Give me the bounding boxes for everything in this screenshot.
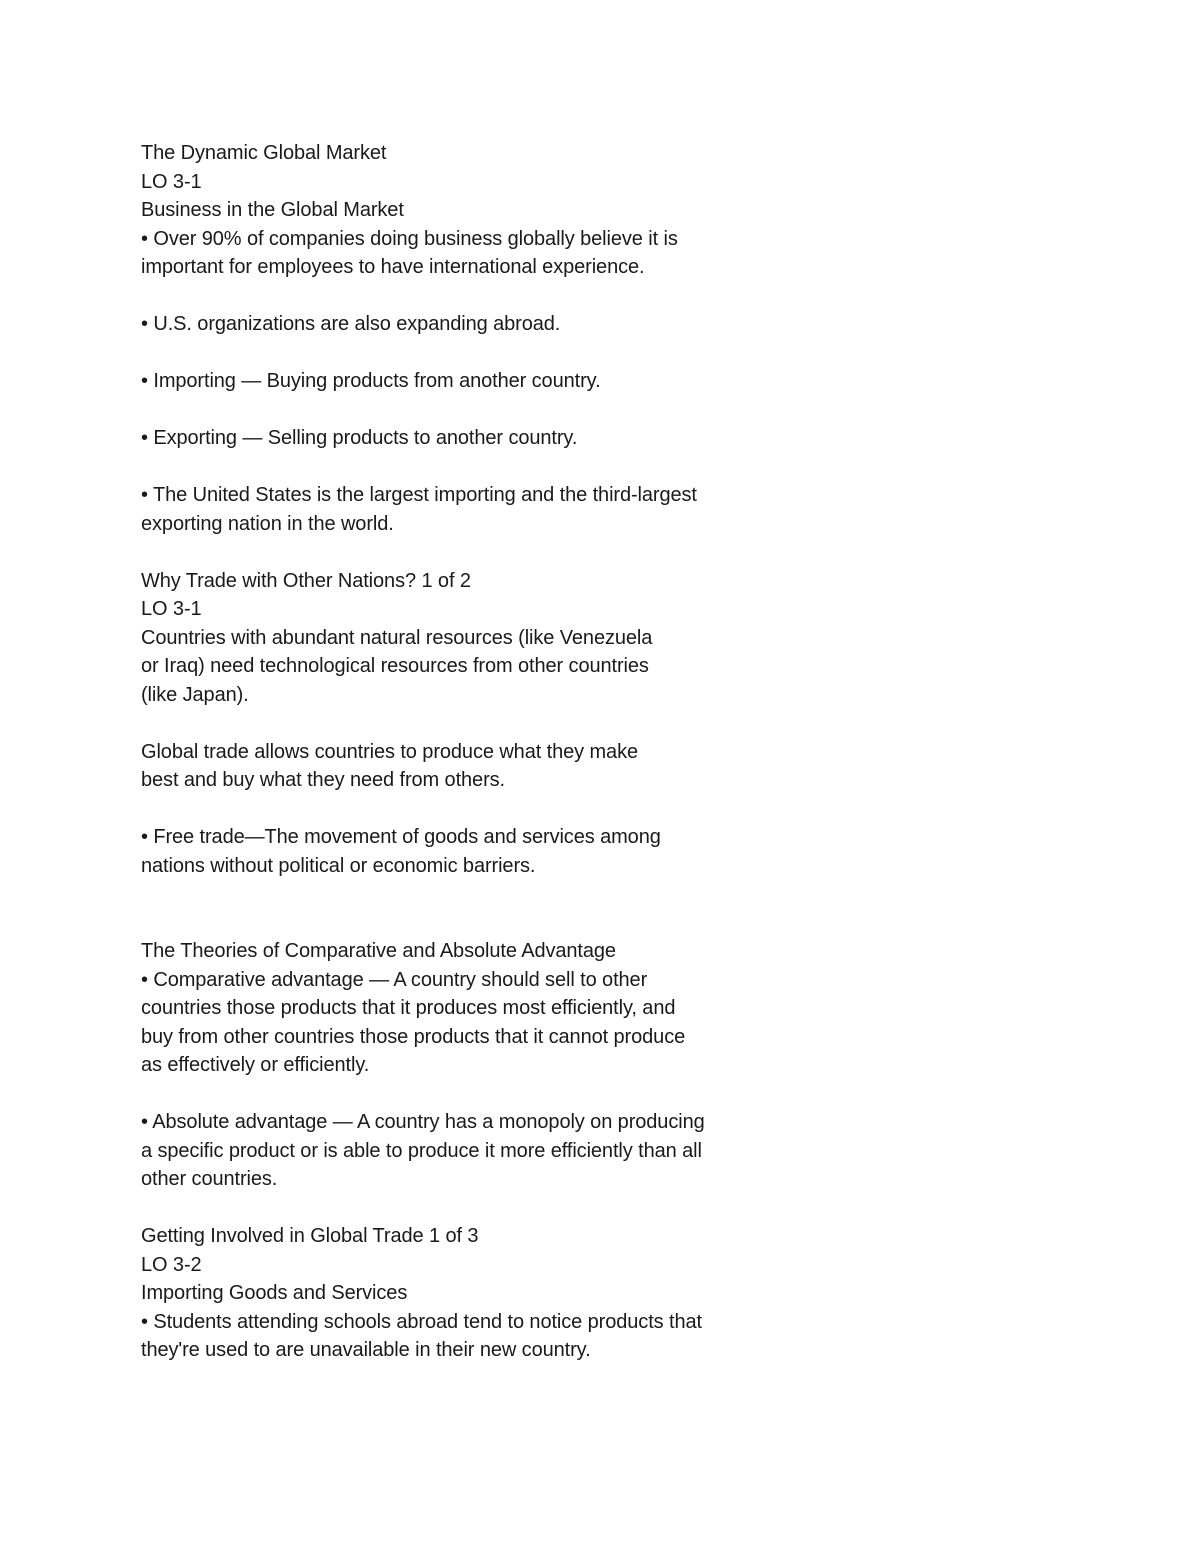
document-body	[141, 139, 841, 1365]
blank-line	[141, 282, 841, 311]
blank-line	[141, 709, 841, 738]
section-title: The Theories of Comparative and Absolute Advantage	[141, 940, 616, 962]
text-line: Countries with abundant natural resources (like Venezuela	[141, 626, 653, 649]
blank-line	[141, 880, 841, 909]
bullet-line: • Importing — Buying products from another country.	[141, 370, 601, 392]
blank-line	[141, 909, 841, 938]
blank-line	[141, 1080, 841, 1109]
bullet-line: • Absolute advantage — A country has a monopoly on producing	[141, 1111, 705, 1133]
bullet-line: • Over 90% of companies doing business globally believe it is	[141, 227, 678, 250]
text-line: as effectively or efficiently.	[141, 1054, 370, 1076]
text-line: other countries.	[141, 1168, 278, 1190]
section-title: Why Trade with Other Nations? 1 of 2	[141, 569, 471, 592]
text-line: countries those products that it produces most efficiently, and	[141, 997, 676, 1019]
text-line: they're used to are unavailable in their new country.	[141, 1339, 591, 1361]
text-line: a specific product or is able to produce it more efficiently than all	[141, 1139, 702, 1162]
text-line: exporting nation in the world.	[141, 512, 394, 535]
bullet-line: • Exporting — Selling products to another country.	[141, 427, 578, 449]
text-line: (like Japan).	[141, 683, 249, 706]
text-line: best and buy what they need from others.	[141, 769, 505, 791]
section-title: The Dynamic Global Market	[141, 142, 387, 164]
text-line: buy from other countries those products that it cannot produce	[141, 1025, 686, 1048]
blank-line	[141, 396, 841, 425]
blank-line	[141, 538, 841, 567]
learning-objective: LO 3-2	[141, 1253, 202, 1276]
bullet-line: • Comparative advantage — A country should sell to other	[141, 968, 648, 991]
learning-objective: LO 3-1	[141, 170, 202, 193]
subsection-title: Business in the Global Market	[141, 199, 404, 221]
bullet-line: • Students attending schools abroad tend to notice products that	[141, 1310, 702, 1333]
blank-line	[141, 453, 841, 482]
bullet-line: • The United States is the largest importing and the third-largest	[141, 484, 697, 506]
text-line: Global trade allows countries to produce what they make	[141, 740, 638, 763]
text-line: or Iraq) need technological resources from other countries	[141, 655, 649, 677]
blank-line	[141, 1194, 841, 1223]
text-line: nations without political or economic barriers.	[141, 854, 536, 877]
blank-line	[141, 339, 841, 368]
subsection-title: Importing Goods and Services	[141, 1282, 408, 1304]
section-title: Getting Involved in Global Trade 1 of 3	[141, 1225, 479, 1247]
bullet-line: • Free trade—The movement of goods and services among	[141, 826, 661, 848]
blank-line	[141, 795, 841, 824]
learning-objective: LO 3-1	[141, 598, 202, 620]
bullet-line: • U.S. organizations are also expanding abroad.	[141, 313, 561, 335]
text-line: important for employees to have international experience.	[141, 256, 645, 278]
